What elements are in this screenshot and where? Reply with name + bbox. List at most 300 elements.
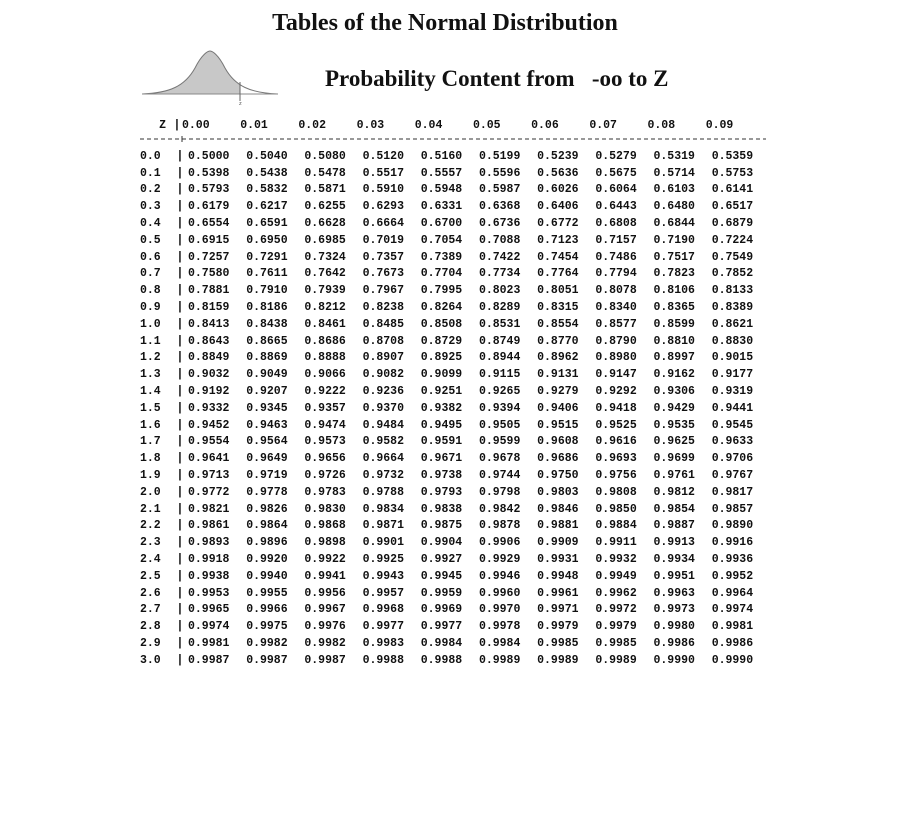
table-cell: 0.9394: [478, 401, 521, 415]
z-value: 2.5: [140, 569, 161, 583]
table-cell: 0.6985: [304, 233, 346, 247]
z-value: 2.6: [140, 586, 161, 600]
table-cell: 0.5359: [711, 149, 754, 163]
table-header: [140, 114, 770, 136]
table-cell: 0.6844: [653, 217, 695, 231]
table-cell: 0.6103: [653, 183, 695, 197]
table-cell: 0.6293: [362, 200, 404, 214]
table-cell: 0.7673: [362, 267, 404, 281]
table-cell: 0.8238: [362, 301, 404, 315]
table-row: [140, 534, 770, 551]
table-cell: 0.9878: [478, 519, 521, 533]
table-cell: 0.5636: [537, 166, 579, 180]
table-cell: 0.9850: [595, 502, 637, 516]
table-cell: 0.9693: [595, 452, 637, 466]
z-value: 1.4: [140, 385, 161, 399]
table-cell: 0.9913: [653, 536, 695, 550]
table-cell: 0.5080: [304, 149, 346, 163]
table-cell: 0.6700: [420, 217, 463, 231]
table-cell: 0.9641: [188, 452, 230, 466]
table-cell: 0.9989: [537, 653, 579, 667]
table-cell: 0.5832: [246, 183, 288, 197]
table-cell: 0.9975: [246, 620, 288, 634]
table-cell: 0.9015: [711, 351, 754, 365]
table-row: [140, 316, 770, 333]
table-cell: 0.9793: [420, 485, 463, 499]
table-cell: 0.8485: [362, 317, 404, 331]
table-cell: 0.6179: [188, 200, 230, 214]
z-value: 2.8: [140, 620, 161, 634]
table-cell: 0.9664: [362, 452, 404, 466]
table-cell: 0.8749: [478, 334, 521, 348]
table-cell: 0.5160: [420, 149, 463, 163]
table-cell: 0.8554: [537, 317, 579, 331]
table-cell: 0.9986: [711, 637, 754, 650]
table-cell: 0.9842: [478, 502, 521, 516]
table-cell: 0.8212: [304, 301, 346, 315]
table-cell: 0.9974: [188, 620, 230, 634]
table-cell: 0.9783: [304, 485, 346, 499]
row-separator: |: [176, 233, 184, 247]
table-cell: 0.9929: [478, 553, 521, 567]
table-cell: 0.9943: [362, 569, 404, 583]
table-cell: 0.8665: [246, 334, 288, 348]
table-row: [140, 568, 770, 585]
row-separator: |: [176, 452, 184, 466]
row-separator: |: [176, 603, 184, 617]
table-cell: 0.9911: [595, 536, 637, 550]
table-cell: 0.9656: [304, 452, 346, 466]
table-cell: 0.9798: [478, 485, 521, 499]
row-separator: |: [176, 250, 184, 264]
table-row: [140, 602, 770, 619]
table-cell: 0.9625: [653, 435, 695, 449]
table-cell: 0.5987: [478, 183, 521, 197]
table-cell: 0.9957: [362, 586, 404, 600]
table-cell: 0.9980: [653, 620, 695, 634]
row-separator: |: [176, 485, 184, 499]
table-cell: 0.9967: [304, 603, 346, 617]
table-cell: 0.9989: [595, 653, 637, 667]
table-cell: 0.8106: [653, 284, 695, 298]
table-cell: 0.8599: [653, 317, 695, 331]
row-separator: |: [176, 401, 184, 415]
table-row: [140, 282, 770, 299]
table-cell: 0.5478: [304, 166, 346, 180]
table-cell: 0.9945: [420, 569, 463, 583]
row-separator: |: [176, 334, 184, 348]
table-cell: 0.9909: [537, 536, 579, 550]
table-cell: 0.5120: [362, 149, 404, 163]
table-cell: 0.9846: [537, 502, 579, 516]
table-cell: 0.9916: [711, 536, 754, 550]
table-cell: 0.9515: [537, 418, 579, 432]
row-separator: |: [176, 301, 184, 315]
z-value: 1.3: [140, 368, 161, 382]
table-cell: 0.9484: [362, 418, 404, 432]
table-cell: 0.9948: [537, 569, 579, 583]
table-cell: 0.7224: [711, 233, 754, 247]
table-cell: 0.9706: [711, 452, 754, 466]
table-cell: 0.8770: [537, 334, 579, 348]
table-cell: 0.7995: [420, 284, 463, 298]
table-row: [140, 635, 770, 652]
svg-text:z: z: [239, 101, 242, 106]
table-row: [140, 165, 770, 182]
table-cell: 0.9608: [537, 435, 579, 449]
table-cell: 0.9699: [653, 452, 695, 466]
table-cell: 0.9969: [420, 603, 463, 617]
table-cell: 0.8438: [246, 317, 288, 331]
table-cell: 0.9918: [188, 553, 230, 567]
table-cell: 0.7088: [478, 233, 521, 247]
table-cell: 0.9986: [653, 637, 695, 650]
table-cell: 0.9977: [420, 620, 463, 634]
row-separator: |: [176, 536, 184, 550]
table-cell: 0.6026: [537, 183, 579, 197]
table-row: [140, 182, 770, 199]
table-cell: 0.9941: [304, 569, 346, 583]
table-cell: 0.7704: [420, 267, 463, 281]
column-header: 0.01: [240, 118, 268, 132]
table-row: [140, 232, 770, 249]
page-title: Tables of the Normal Distribution: [272, 10, 618, 36]
table-row: [140, 350, 770, 367]
table-cell: 0.9985: [537, 637, 579, 650]
table-cell: 0.5910: [362, 183, 404, 197]
table-cell: 0.8708: [362, 334, 404, 348]
table-cell: 0.8051: [537, 284, 579, 298]
table-cell: 0.9982: [246, 637, 288, 650]
table-cell: 0.5871: [304, 183, 346, 197]
table-cell: 0.9319: [711, 385, 754, 399]
table-cell: 0.9236: [362, 385, 404, 399]
row-separator: |: [176, 435, 184, 449]
table-cell: 0.9719: [246, 469, 288, 483]
table-cell: 0.9956: [304, 586, 346, 600]
table-cell: 0.6141: [711, 183, 754, 197]
z-value: 0.5: [140, 233, 161, 247]
row-separator: |: [176, 317, 184, 331]
z-value: 1.6: [140, 418, 161, 432]
row-separator: |: [176, 149, 184, 163]
table-cell: 0.5948: [420, 183, 463, 197]
table-cell: 0.7389: [420, 250, 463, 264]
table-cell: 0.7967: [362, 284, 404, 298]
column-header: 0.05: [472, 118, 501, 132]
table-cell: 0.5675: [595, 166, 637, 180]
table-cell: 0.7611: [246, 267, 288, 281]
table-cell: 0.9925: [362, 553, 404, 567]
column-header: 0.00: [182, 118, 210, 132]
table-cell: 0.6217: [246, 200, 288, 214]
table-cell: 0.9357: [304, 401, 346, 415]
table-cell: 0.9429: [653, 401, 695, 415]
table-cell: 0.9834: [362, 502, 404, 516]
table-cell: 0.9292: [595, 385, 637, 399]
table-cell: 0.5517: [362, 166, 404, 180]
table-cell: 0.9990: [653, 653, 695, 667]
table-cell: 0.8461: [304, 317, 346, 331]
table-cell: 0.8531: [478, 317, 521, 331]
table-cell: 0.7517: [653, 250, 695, 264]
table-cell: 0.6331: [420, 200, 463, 214]
table-cell: 0.9901: [362, 536, 404, 550]
table-cell: 0.7823: [653, 267, 695, 281]
table-cell: 0.9115: [478, 368, 521, 382]
table-cell: 0.9251: [420, 385, 463, 399]
table-cell: 0.8023: [478, 284, 521, 298]
table-cell: 0.9591: [420, 435, 463, 449]
table-cell: 0.9582: [362, 435, 404, 449]
table-cell: 0.9988: [420, 653, 463, 667]
table-cell: 0.9893: [188, 536, 230, 550]
table-subtitle: Probability Content from -oo to Z: [325, 66, 669, 91]
table-cell: 0.6808: [595, 217, 637, 231]
table-cell: 0.9857: [711, 502, 754, 516]
row-separator: |: [176, 469, 184, 483]
table-cell: 0.9713: [188, 469, 230, 483]
table-cell: 0.8621: [711, 317, 754, 331]
table-cell: 0.5753: [711, 166, 754, 180]
row-separator: |: [176, 502, 184, 516]
table-cell: 0.9904: [420, 536, 463, 550]
table-cell: 0.8365: [653, 301, 695, 315]
table-cell: 0.9961: [537, 586, 579, 600]
table-cell: 0.7454: [537, 250, 579, 264]
table-cell: 0.9949: [595, 569, 637, 583]
z-value: 1.9: [140, 469, 161, 483]
z-value: 3.0: [140, 653, 161, 667]
table-cell: 0.9922: [304, 553, 346, 567]
table-cell: 0.9633: [711, 435, 754, 449]
table-cell: 0.9938: [188, 569, 230, 583]
table-cell: 0.9979: [537, 620, 579, 634]
table-cell: 0.7123: [537, 233, 579, 247]
row-separator: |: [176, 183, 184, 197]
table-cell: 0.9222: [304, 385, 346, 399]
table-cell: 0.9984: [478, 637, 521, 650]
table-cell: 0.9971: [537, 603, 579, 617]
row-separator: |: [176, 418, 184, 432]
table-cell: 0.9946: [478, 569, 521, 583]
column-header: 0.03: [356, 118, 385, 132]
table-cell: 0.9965: [188, 603, 230, 617]
row-separator: |: [176, 385, 184, 399]
table-row: [140, 215, 770, 232]
table-cell: 0.7852: [711, 267, 754, 281]
z-value: 0.6: [140, 250, 161, 264]
table-row: [140, 618, 770, 635]
table-body: [140, 148, 770, 669]
table-cell: 0.6406: [537, 200, 579, 214]
table-cell: 0.9898: [304, 536, 346, 550]
table-cell: 0.9987: [188, 653, 230, 667]
table-row: [140, 400, 770, 417]
table-cell: 0.8997: [653, 351, 695, 365]
table-cell: 0.5040: [246, 149, 288, 163]
table-cell: 0.9987: [304, 653, 346, 667]
table-cell: 0.9756: [595, 469, 637, 483]
table-cell: 0.5199: [478, 149, 521, 163]
table-cell: 0.9744: [478, 469, 521, 483]
table-cell: 0.9678: [478, 452, 521, 466]
table-cell: 0.9808: [595, 485, 637, 499]
table-cell: 0.9788: [362, 485, 404, 499]
table-cell: 0.9977: [362, 620, 404, 634]
table-cell: 0.9649: [246, 452, 288, 466]
table-row: [140, 366, 770, 383]
table-cell: 0.9345: [246, 401, 288, 415]
table-cell: 0.9207: [246, 385, 288, 399]
table-cell: 0.9463: [246, 418, 288, 432]
table-cell: 0.7549: [711, 250, 754, 264]
row-separator: |: [176, 653, 184, 667]
table-cell: 0.8159: [188, 301, 230, 315]
table-cell: 0.9884: [595, 519, 637, 533]
table-cell: 0.9686: [537, 452, 579, 466]
table-cell: 0.9974: [711, 603, 754, 617]
table-cell: 0.9981: [711, 620, 754, 634]
table-cell: 0.9906: [478, 536, 521, 550]
table-row: [140, 450, 770, 467]
z-value: 2.0: [140, 485, 161, 499]
z-value: 2.7: [140, 603, 161, 617]
table-cell: 0.9968: [362, 603, 404, 617]
z-value: 0.1: [140, 166, 161, 180]
table-cell: 0.9495: [420, 418, 463, 432]
table-cell: 0.8340: [595, 301, 637, 315]
table-row: [140, 551, 770, 568]
table-cell: 0.7190: [653, 233, 695, 247]
table-row: [140, 249, 770, 266]
table-cell: 0.9778: [246, 485, 288, 499]
table-cell: 0.9989: [478, 653, 521, 667]
table-cell: 0.8790: [595, 334, 637, 348]
table-cell: 0.9082: [362, 368, 404, 382]
table-cell: 0.7794: [595, 267, 637, 281]
table-cell: 0.9554: [188, 435, 230, 449]
table-cell: 0.8830: [711, 334, 754, 348]
table-row: [140, 467, 770, 484]
table-row: [140, 266, 770, 283]
table-cell: 0.9896: [246, 536, 288, 550]
table-cell: 0.9932: [595, 553, 637, 567]
table-cell: 0.9890: [711, 519, 754, 533]
table-cell: 0.6368: [478, 200, 521, 214]
table-cell: 0.9978: [478, 620, 521, 634]
table-cell: 0.9931: [537, 553, 579, 567]
column-header: 0.06: [531, 118, 559, 132]
table-cell: 0.9131: [537, 368, 579, 382]
table-cell: 0.5279: [595, 149, 637, 163]
table-cell: 0.8643: [188, 334, 230, 348]
row-separator: |: [176, 200, 184, 214]
table-cell: 0.9370: [362, 401, 404, 415]
table-cell: 0.9838: [420, 502, 463, 516]
z-value: 0.4: [140, 217, 161, 231]
table-cell: 0.9817: [711, 485, 754, 499]
table-cell: 0.9474: [304, 418, 346, 432]
table-cell: 0.9936: [711, 553, 754, 567]
table-cell: 0.8888: [304, 351, 346, 365]
table-cell: 0.9726: [304, 469, 346, 483]
table-cell: 0.8413: [188, 317, 230, 331]
table-cell: 0.6480: [653, 200, 695, 214]
table-cell: 0.7486: [595, 250, 637, 264]
column-header: 0.04: [414, 118, 443, 132]
table-cell: 0.9984: [420, 637, 463, 650]
table-cell: 0.9441: [711, 401, 754, 415]
table-cell: 0.6517: [711, 200, 754, 214]
table-cell: 0.7019: [362, 233, 404, 247]
table-cell: 0.5438: [246, 166, 288, 180]
z-value: 0.2: [140, 183, 161, 197]
table-cell: 0.8315: [537, 301, 579, 315]
table-cell: 0.9382: [420, 401, 463, 415]
table-cell: 0.9306: [653, 385, 695, 399]
table-cell: 0.9821: [188, 502, 230, 516]
table-cell: 0.9279: [537, 385, 579, 399]
table-cell: 0.6950: [246, 233, 288, 247]
table-cell: 0.9871: [362, 519, 404, 533]
table-cell: 0.9982: [304, 637, 346, 650]
table-cell: 0.9406: [537, 401, 579, 415]
row-separator: |: [176, 351, 184, 365]
row-separator: |: [176, 637, 184, 650]
table-cell: 0.9671: [420, 452, 463, 466]
table-cell: 0.8729: [420, 334, 463, 348]
table-cell: 0.8944: [478, 351, 521, 365]
table-cell: 0.9959: [420, 586, 463, 600]
row-separator: |: [176, 620, 184, 634]
table-cell: 0.7324: [304, 250, 346, 264]
table-cell: 0.9826: [246, 502, 288, 516]
table-cell: 0.5793: [188, 183, 230, 197]
table-cell: 0.9934: [653, 553, 695, 567]
table-cell: 0.5319: [653, 149, 695, 163]
table-cell: 0.7881: [188, 284, 230, 298]
table-cell: 0.9616: [595, 435, 637, 449]
header-rule: [140, 136, 766, 142]
table-cell: 0.9545: [711, 418, 754, 432]
table-cell: 0.9564: [246, 435, 288, 449]
header-separator: |: [173, 118, 181, 132]
table-cell: 0.9979: [595, 620, 637, 634]
table-row: [140, 417, 770, 434]
table-cell: 0.5398: [188, 166, 230, 180]
table-cell: 0.9927: [420, 553, 463, 567]
table-cell: 0.9032: [188, 368, 230, 382]
table-cell: 0.9192: [188, 385, 230, 399]
table-cell: 0.9772: [188, 485, 230, 499]
table-cell: 0.8133: [711, 284, 754, 298]
table-cell: 0.9066: [304, 368, 346, 382]
table-cell: 0.9599: [478, 435, 521, 449]
table-row: [140, 501, 770, 518]
column-header: 0.08: [647, 118, 676, 132]
table-cell: 0.9099: [420, 368, 463, 382]
table-cell: 0.7291: [246, 250, 288, 264]
row-separator: |: [176, 569, 184, 583]
table-cell: 0.7642: [304, 267, 346, 281]
table-cell: 0.9803: [537, 485, 579, 499]
table-row: [140, 383, 770, 400]
table-cell: 0.9418: [595, 401, 637, 415]
table-cell: 0.5239: [537, 149, 579, 163]
column-header: 0.09: [705, 118, 734, 132]
table-row: [140, 585, 770, 602]
